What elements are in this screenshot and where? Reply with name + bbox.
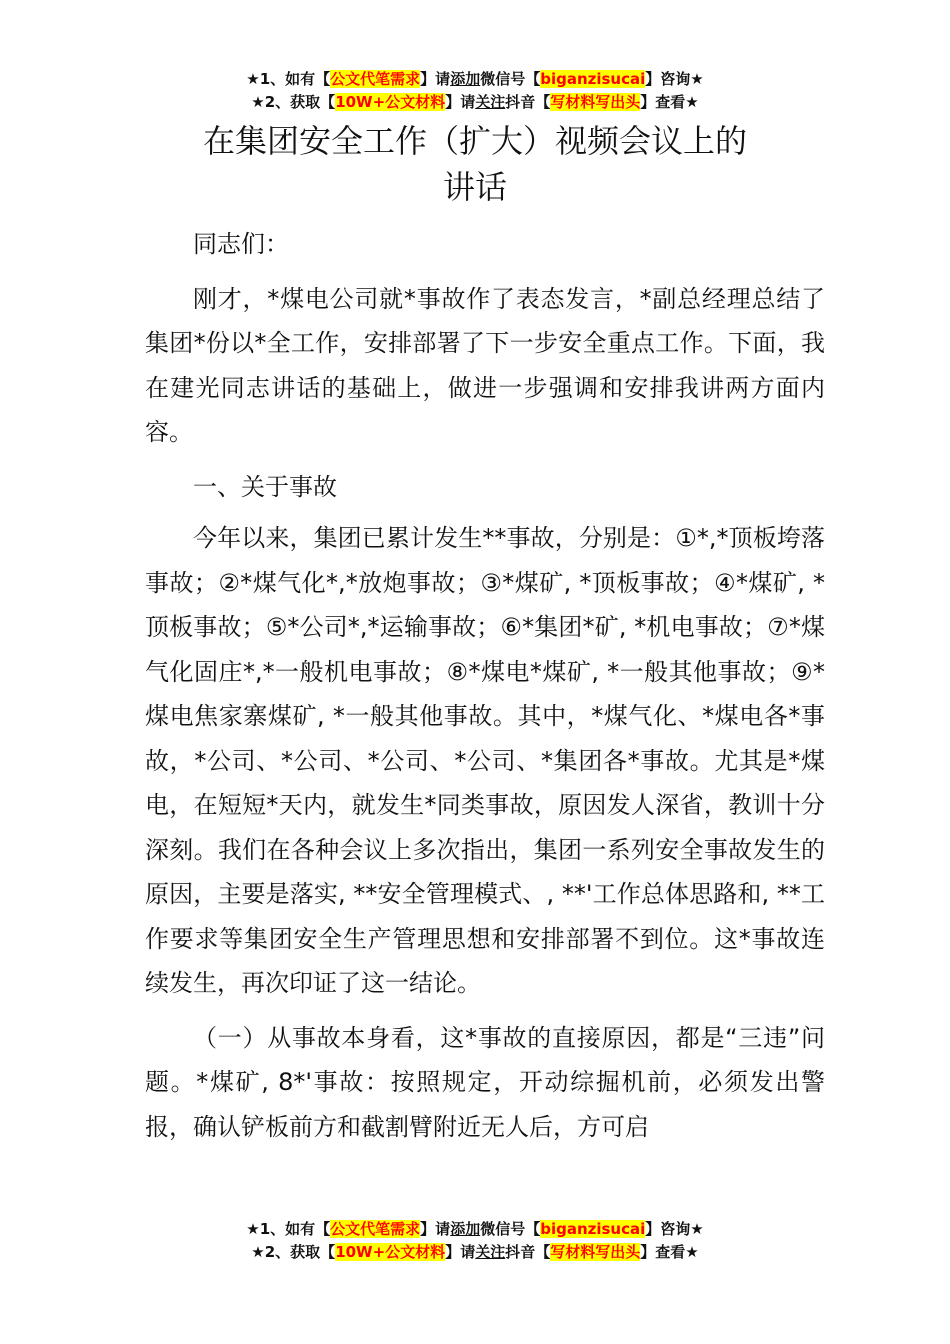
paragraph-accidents: 今年以来，集团已累计发生**事故，分别是：①*,*顶板垮落事故；②*煤气化*,*放炮事故；③*煤矿, *顶板事故；④*煤矿, *顶板事故；⑤*公司*,*运输事故；⑥*集团*矿, *机电事故；⑦*煤气化固庄*,*一般机电事故；⑧*煤电*煤矿, *一般其他事故；⑨*煤电焦家寨煤矿, *一般其他事故。其中，*煤气化、*煤电各*事故，*公司、*公司、*公司、*公司、*集团各*事故。尤其是*煤电，在短短*天内，就发生*同类事故，原因发人深省，教训十分深刻。我们在各种会议上多次指出，集团一系列安全事故发生的原因，主要是落实, **安全管理模式、, **'工作总体思路和, **工作要求等集团安全生产管理思想和安排部署不到位。这*事故连续发生，再次印证了这一结论。 <box>145 524 825 997</box>
document-body <box>145 222 825 1149</box>
banner-text: 抖音【 <box>505 93 551 111</box>
banner-text: ★1、如有【 <box>246 1220 331 1238</box>
banner-text: 】请 <box>445 93 476 111</box>
banner-highlight: 10W+公文材料 <box>335 93 446 111</box>
paragraph-intro: 刚才，*煤电公司就*事故作了表态发言，*副总经理总结了集团*份以*全工作，安排部署了下一步安全重点工作。下面，我在建光同志讲话的基础上，做进一步强调和安排我讲两方面内容。 <box>145 284 825 446</box>
banner-highlight: 公文代笔需求 <box>330 70 421 88</box>
banner-text: 微信号【 <box>480 70 541 88</box>
banner-text: 微信号【 <box>480 1220 541 1238</box>
banner-underline: 添加 <box>450 1220 481 1238</box>
salutation: 同志们： <box>193 230 289 258</box>
banner-text: 】请 <box>420 1220 451 1238</box>
banner-highlight: 公文代笔需求 <box>330 1220 421 1238</box>
banner-highlight: biganzisucai <box>540 70 646 88</box>
banner-line-2 <box>0 1241 950 1264</box>
banner-text: ★2、获取【 <box>251 93 336 111</box>
banner-text: 】查看★ <box>640 93 699 111</box>
banner-underline: 添加 <box>450 70 481 88</box>
footer-banner <box>0 1218 950 1264</box>
banner-text: 】查看★ <box>640 1243 699 1261</box>
banner-text: 】请 <box>420 70 451 88</box>
banner-text: 】咨询★ <box>645 70 704 88</box>
banner-line-1 <box>0 1218 950 1241</box>
document-title-line-2: 讲话 <box>442 168 507 206</box>
banner-underline: 关注 <box>475 93 506 111</box>
banner-line-2 <box>0 91 950 114</box>
banner-text: 】咨询★ <box>645 1220 704 1238</box>
banner-highlight: 写材料写出头 <box>550 93 641 111</box>
banner-text: 】请 <box>445 1243 476 1261</box>
banner-text: ★2、获取【 <box>251 1243 336 1261</box>
banner-highlight: 写材料写出头 <box>550 1243 641 1261</box>
paragraph-subsection-1: （一）从事故本身看，这*事故的直接原因，都是“三违”问题。*煤矿, 8*'事故：按照规定，开动综掘机前，必须发出警报，确认铲板前方和截割臂附近无人后，方可启 <box>145 1023 825 1141</box>
section-heading: 一、关于事故 <box>193 472 337 501</box>
banner-underline: 关注 <box>475 1243 506 1261</box>
banner-highlight: biganzisucai <box>540 1220 646 1238</box>
header-banner <box>0 68 950 114</box>
banner-text: ★1、如有【 <box>246 70 331 88</box>
document-title-line-1: 在集团安全工作（扩大）视频会议上的 <box>202 122 747 160</box>
banner-text: 抖音【 <box>505 1243 551 1261</box>
banner-highlight: 10W+公文材料 <box>335 1243 446 1261</box>
banner-line-1 <box>0 68 950 91</box>
